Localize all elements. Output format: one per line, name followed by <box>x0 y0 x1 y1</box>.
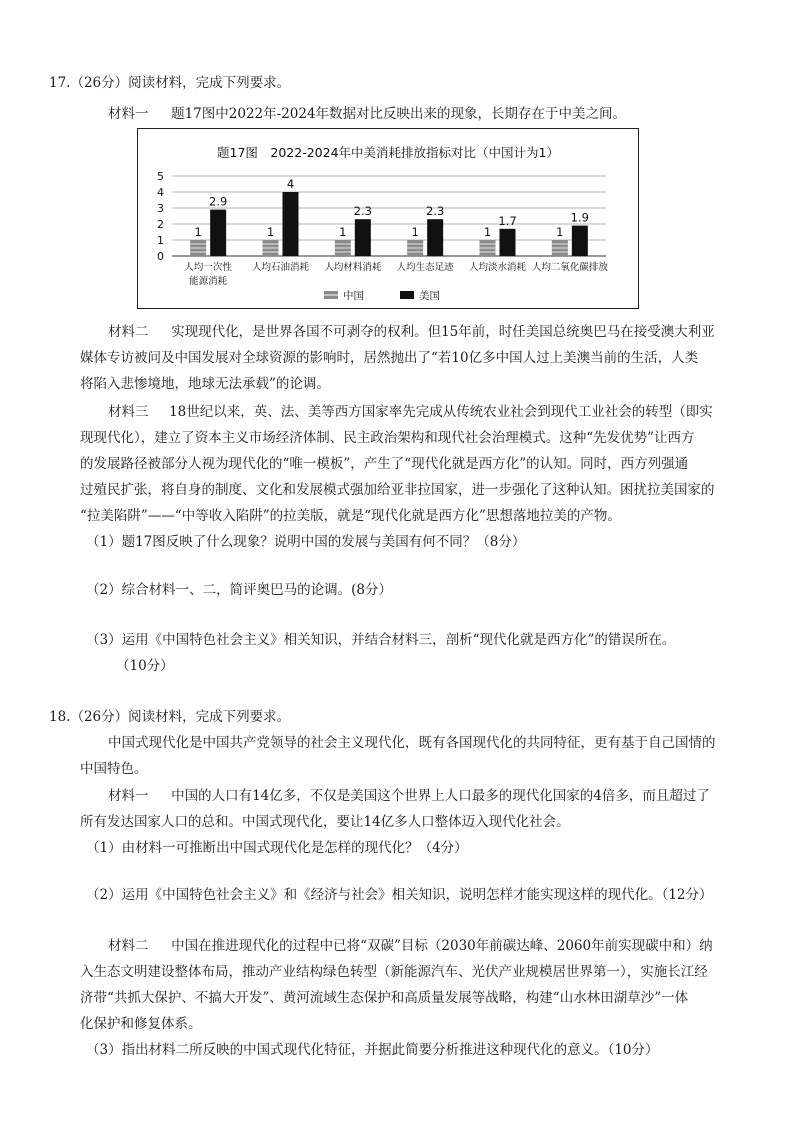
bar-usa <box>427 219 443 256</box>
q18-question-1: （1）由材料一可推断出中国式现代化是怎样的现代化？（4分） <box>86 840 468 856</box>
q17-m3-line-3: 的发展路径被部分人视为现代化的“唯一模板”，产生了“现代化就是西方化”的认知。同时，西方列强通 <box>80 456 689 472</box>
q17-chart <box>137 128 639 309</box>
data-label-usa: 2.3 <box>353 204 372 219</box>
q17-heading: 17.（26分）阅读材料，完成下列要求。 <box>49 75 291 91</box>
q18-m2-line-2: 入生态文明建设整体布局，推动产业结构绿色转型（新能源汽车、光伏产业规模居世界第一），实施长江经 <box>80 964 708 980</box>
q17-question-3: （3）运用《中国特色社会主义》相关知识，并结合材料三，剖析“现代化就是西方化”的错误所在。 <box>86 632 676 648</box>
data-label-usa: 2.3 <box>426 204 445 219</box>
q18-m2-line-1: 中国在推进现代化的过程中已将“双碳”目标（2030年前碳达峰、2060年前实现碳中和）纳 <box>171 938 713 954</box>
bar-usa <box>210 210 226 256</box>
bar-usa <box>572 226 588 256</box>
y-tick-label: 1 <box>157 234 164 247</box>
q18-question-2: （2）运用《中国特色社会主义》和《经济与社会》相关知识，说明怎样才能实现这样的现代化。（12分） <box>86 887 713 903</box>
q17-m2-line-1: 实现现代化，是世界各国不可剥夺的权利。但15年前，时任美国总统奥巴马在接受澳大利亚 <box>171 324 715 340</box>
q17-question-1: （1）题17图反映了什么现象？说明中国的发展与美国有何不同？（8分） <box>86 534 526 550</box>
y-tick-label: 2 <box>157 218 164 231</box>
q18-heading: 18.（26分）阅读材料，完成下列要求。 <box>49 709 291 725</box>
data-label-china: 1 <box>339 225 347 239</box>
q17-question-2: （2）综合材料一、二，简评奥巴马的论调。(8分） <box>86 582 392 598</box>
q17-question-3-score: （10分） <box>116 658 174 674</box>
x-category-label: 人均二氧化碳排放 <box>531 262 608 273</box>
q18-intro-line-1: 中国式现代化是中国共产党领导的社会主义现代化，既有各国现代化的共同特征，更有基于自己国情的 <box>108 735 716 751</box>
bar-usa <box>355 219 371 256</box>
q17-m3-line-5: “拉美陷阱”——“中等收入陷阱”的拉美版，就是“现代化就是西方化”思想落地拉美的产物。 <box>80 508 621 524</box>
q17-m3-line-1: 18世纪以来，英、法、美等西方国家率先完成从传统农业社会到现代工业社会的转型（即实 <box>169 404 713 420</box>
q18-material-2 <box>108 936 713 956</box>
q18-m1-line-1: 中国的人口有14亿多，不仅是美国这个世界上人口最多的现代化国家的4倍多，而且超过了 <box>171 788 710 804</box>
q17-material-1 <box>108 104 626 124</box>
x-category-label: 人均淡水消耗 <box>468 262 527 273</box>
q17-m3-label: 材料三 <box>108 404 149 420</box>
data-label-china: 1 <box>411 225 419 239</box>
y-tick-label: 4 <box>157 186 164 199</box>
data-label-usa: 2.9 <box>209 194 228 209</box>
x-category-label: 人均材料消耗 <box>324 262 382 273</box>
q17-material-2 <box>108 322 715 342</box>
chart-canvas <box>138 129 638 308</box>
data-label-china: 1 <box>556 225 564 239</box>
x-category-label: 人均生态足迹 <box>396 262 454 273</box>
y-tick-label: 5 <box>157 170 164 183</box>
legend-swatch-usa <box>400 291 414 299</box>
x-category-label: 人均一次性 <box>184 262 232 273</box>
bar-usa <box>500 229 516 256</box>
data-label-usa: 1.9 <box>570 210 589 225</box>
bar-usa <box>283 192 299 256</box>
q18-intro-line-2: 中国特色。 <box>80 761 148 777</box>
q17-material-3 <box>108 402 713 422</box>
q18-question-3: （3）指出材料二所反映的中国式现代化特征，并据此简要分析推进这种现代化的意义。（10分） <box>86 1042 659 1058</box>
q17-m1-label: 材料一 <box>108 106 149 122</box>
q18-m1-line-2: 所有发达国家人口的总和。中国式现代化，要让14亿多人口整体迈入现代化社会。 <box>80 814 570 830</box>
q18-m2-line-4: 化保护和修复体系。 <box>80 1016 202 1032</box>
q17-m2-line-2: 媒体专访被问及中国发展对全球资源的影响时，居然抛出了“若10亿多中国人过上美澳当前的生活，人类 <box>80 350 699 366</box>
q18-m2-label: 材料二 <box>108 938 149 954</box>
data-label-china: 1 <box>194 225 202 239</box>
q17-m2-label: 材料二 <box>108 324 149 340</box>
q17-m2-line-3: 将陷入悲惨境地，地球无法承载”的论调。 <box>80 376 330 392</box>
data-label-china: 1 <box>266 225 275 239</box>
y-tick-label: 3 <box>157 202 164 215</box>
data-label-usa: 1.7 <box>498 213 517 228</box>
q18-m2-line-3: 济带“共抓大保护、不搞大开发”、黄河流域生态保护和高质量发展等战略，构建“山水林田湖草沙”一体 <box>80 990 689 1006</box>
data-label-china: 1 <box>483 225 492 239</box>
legend-label-usa: 美国 <box>419 290 440 302</box>
legend-label-china: 中国 <box>343 290 364 302</box>
x-category-label: 人均石油消耗 <box>251 262 310 273</box>
data-label-usa: 4 <box>286 177 295 191</box>
q18-m1-label: 材料一 <box>108 788 149 804</box>
chart-title: 题17图 2022-2024年中美消耗排放指标对比（中国计为1） <box>217 145 559 160</box>
q17-m1-text: 题17图中2022年-2024年数据对比反映出来的现象，长期存在于中美之间。 <box>171 106 627 122</box>
x-category-label: 能源消耗 <box>189 276 228 287</box>
q18-material-1 <box>108 786 710 806</box>
q17-m3-line-2: 现现代化），建立了资本主义市场经济体制、民主政治架构和现代社会治理模式。这种“先发优势”让西方 <box>80 430 695 446</box>
y-tick-label: 0 <box>157 250 164 263</box>
q17-m3-line-4: 过殖民扩张，将自身的制度、文化和发展模式强加给亚非拉国家，进一步强化了这种认知。困扰拉美国家的 <box>80 482 715 498</box>
